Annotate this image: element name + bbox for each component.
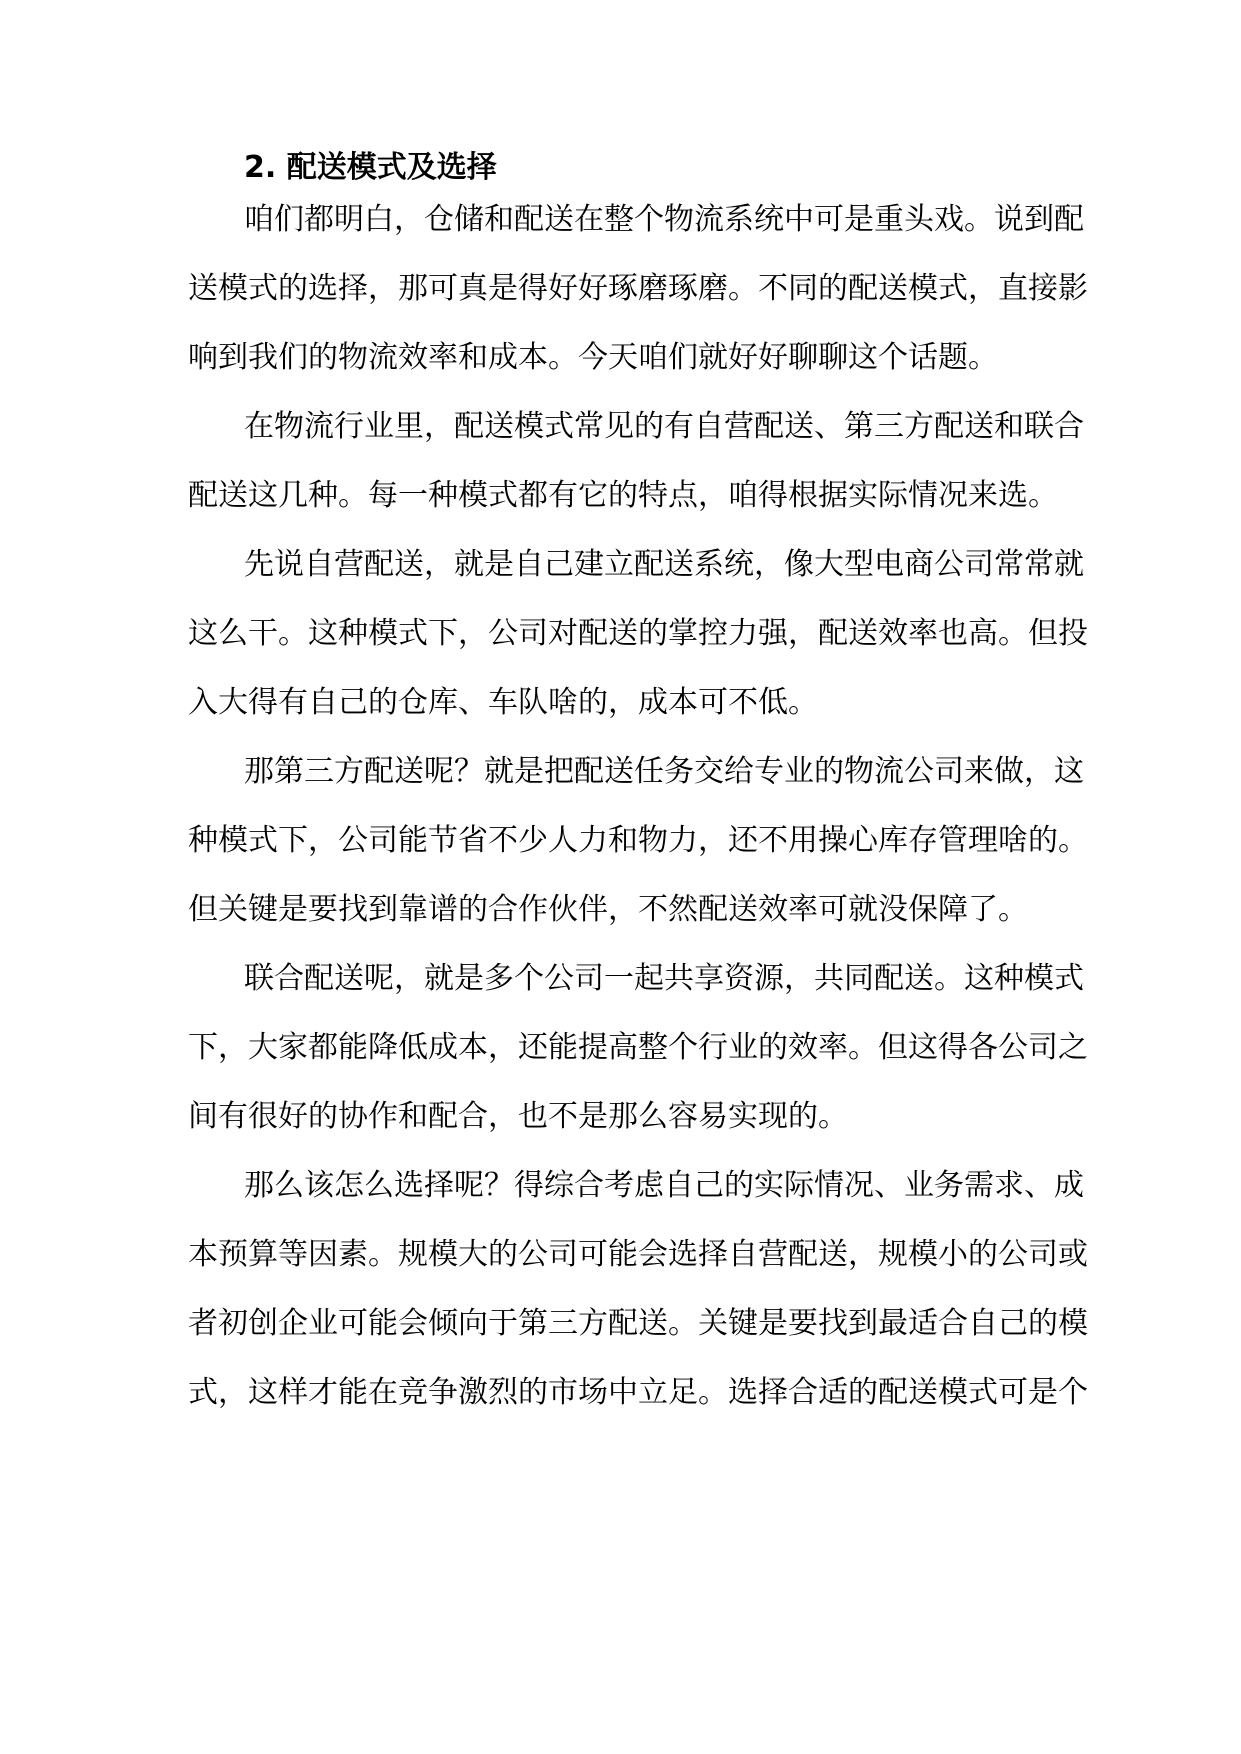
paragraph-line: 先说自营配送，就是自己建立配送系统，像大型电商公司常常就 (244, 547, 1084, 582)
paragraph-line: 咱们都明白，仓储和配送在整个物流系统中可是重头戏。说到配 (244, 202, 1084, 237)
paragraph-line: 入大得有自己的仓库、车队啥的，成本可不低。 (188, 685, 818, 720)
paragraph-line: 者初创企业可能会倾向于第三方配送。关键是要找到最适合自己的模 (188, 1306, 1088, 1341)
paragraph-line: 这么干。这种模式下，公司对配送的掌控力强，配送效率也高。但投 (188, 616, 1088, 651)
paragraph-line: 联合配送呢，就是多个公司一起共享资源，共同配送。这种模式 (244, 961, 1084, 996)
paragraph-line: 式，这样才能在竞争激烈的市场中立足。选择合适的配送模式可是个 (188, 1375, 1088, 1410)
paragraph-line: 响到我们的物流效率和成本。今天咱们就好好聊聊这个话题。 (188, 340, 998, 375)
paragraph-line: 但关键是要找到靠谱的合作伙伴，不然配送效率可就没保障了。 (188, 892, 1028, 927)
paragraph-line: 种模式下，公司能节省不少人力和物力，还不用操心库存管理啥的。 (188, 823, 1088, 858)
paragraph-line: 本预算等因素。规模大的公司可能会选择自营配送，规模小的公司或 (188, 1237, 1088, 1272)
paragraph-line: 间有很好的协作和配合，也不是那么容易实现的。 (188, 1099, 848, 1134)
paragraph-line: 下，大家都能降低成本，还能提高整个行业的效率。但这得各公司之 (188, 1030, 1088, 1065)
paragraph-line: 那第三方配送呢？就是把配送任务交给专业的物流公司来做，这 (244, 754, 1084, 789)
paragraph-line: 配送这几种。每一种模式都有它的特点，咱得根据实际情况来选。 (188, 478, 1058, 513)
section-heading: 2. 配送模式及选择 (244, 150, 497, 185)
paragraph-line: 送模式的选择，那可真是得好好琢磨琢磨。不同的配送模式，直接影 (188, 271, 1088, 306)
paragraph-line: 那么该怎么选择呢？得综合考虑自己的实际情况、业务需求、成 (244, 1168, 1084, 1203)
paragraph-line: 在物流行业里，配送模式常见的有自营配送、第三方配送和联合 (244, 409, 1084, 444)
